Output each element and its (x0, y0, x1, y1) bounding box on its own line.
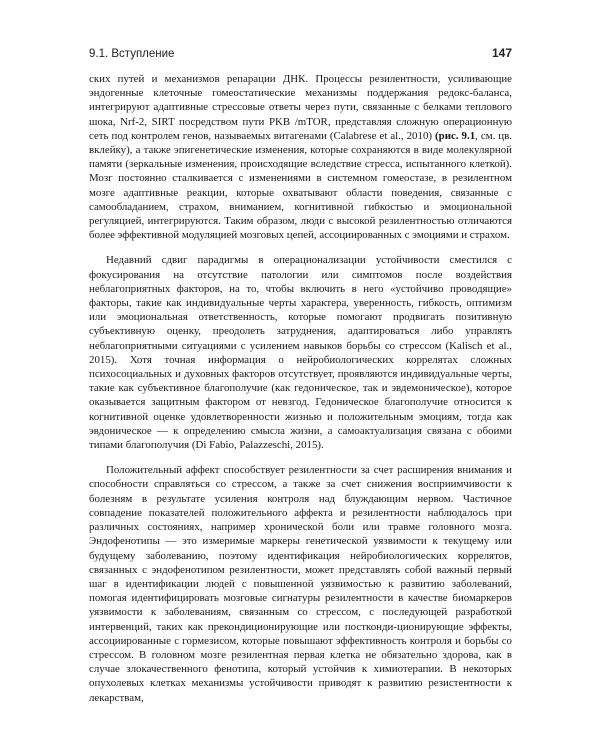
paragraph-text: ских путей и механизмов репарации ДНК. Процессы резилентности, усиливающие эндогенные клеточные гомеостатические механизмы поддержания редокс-баланса, интегрируют адаптивные стрессовые ответы через пути, связанные с белками теплового шока, Nrf-2, SIRT посредством пути PKB /mTOR, представляя сложную операционную сеть под контролем генов, называемых витагенами (Calabrese et al., 2010) (89, 73, 512, 142)
paragraph (89, 72, 512, 242)
paragraph: Недавний сдвиг парадигмы в операционализации устойчивости сместился с фокусирования на отсутствие патологии или симптомов после воздействия неблагоприятных факторов, на то, чтобы включить в него «устойчиво проводящие» факторы, такие как индивидуальные черты характера, уверенность, гибкость, оптимизм или эмоциональная ответственность, которые помогают продвигать позитивную субъективную оценку, преодолеть затруднения, адаптироваться либо управлять неблагоприятными ситуациями с усилением навыков борьбы со стрессом (Kalisch et al., 2015). Хотя точная информация о нейробиологических коррелятах сложных психосоциальных и духовных факторов отсутствует, проявляются индивидуальные черты, такие как субъективное благополучие (как гедоническое, так и эвдемоническое), которое оказывается защитным фактором от невзгод. Гедоническое благополучие относится к когнитивной оценке удовлетворенности жизнью и положительным эмоциям, тогда как эвдоническое — к определению смысла жизни, а самоактуализация связана с обоими типами благополучия (Di Fabio, Palazzeschi, 2015). (89, 254, 512, 452)
running-header (89, 46, 512, 60)
paragraph-text: , см. цв. вклейку), а также эпигенетические изменения, которые сохраняются в виде молекулярной памяти (зеркальные изменения, происходящие вследствие стресса, испытанного клеткой). Мозг постоянно сталкивается с изменениями в системном гомеостазе, в резилентном мозге адаптивные реакции, которые охватывают области поведения, связанные с самообладанием, страхом, вниманием, когнитивной гибкостью и эмоциональной регуляцией, интегрируются. Таким образом, люди с высокой резилентностью отличаются более эффективной модуляцией мозговых цепей, ассоциированных с эмоциями и страхом. (89, 129, 512, 242)
body-text (89, 72, 512, 705)
section-title: 9.1. Вступление (89, 48, 175, 60)
paragraph: Положительный аффект способствует резилентности за счет расширения внимания и способности справляться со стрессом, а также за счет снижения восприимчивости к болезням в результате усиления контроля над блуждающим нервом. Частичное совпадение показателей положительного аффекта и резилентности наблюдалось при различных состояниях, например хронической боли или травме головного мозга. Эндофенотипы — это измеримые маркеры генетической уязвимости к текущему или будущему заболеванию, поэтому идентификация нейробиологических коррелятов, связанных с эндофенотипом резилентности, может представлять собой важный первый шаг в идентификации людей с повышенной уязвимостью к развитию заболеваний, помогая идентифицировать мозговые сигнатуры резилентности в качестве биомаркеров уязвимости к заболеваниям, связанным со стрессом, с последующей разработкой интервенций, таких как прекондиционирующие или постконди-ционирующие эффекты, ассоциированные с гормезисом, которые повышают эффективность контроля и борьбы со стрессом. В головном мозге резилентная первая клетка не обязательно здорова, как в случае злокачественного фенотипа, который устойчив к химиотерапии. В некоторых опухолевых клетках механизмы устойчивости приводят к развитию резистентности к лекарствам, (89, 464, 512, 704)
figure-reference: (рис. 9.1 (435, 129, 476, 142)
page-number: 147 (491, 46, 512, 60)
